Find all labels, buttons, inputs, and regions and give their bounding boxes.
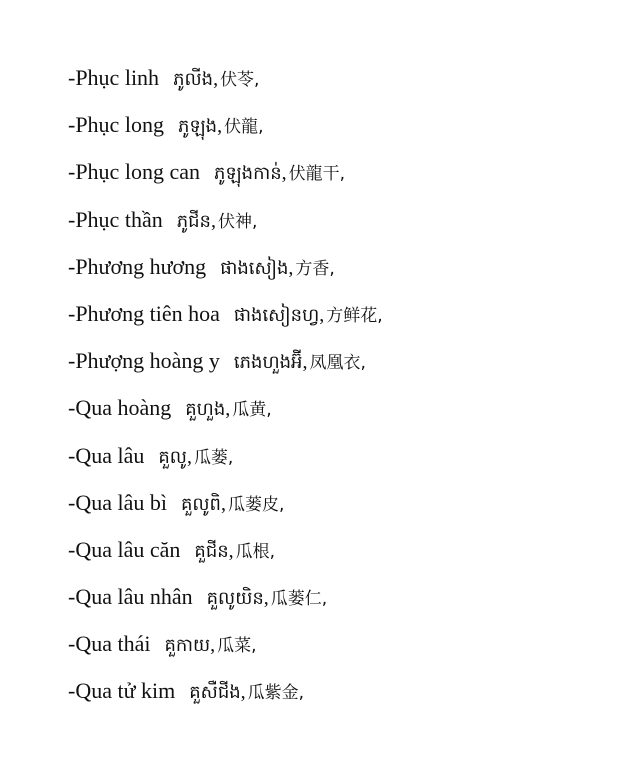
- chinese-term: 瓜黄,: [232, 400, 272, 421]
- list-item: [68, 390, 383, 437]
- list-item: [68, 438, 383, 485]
- chinese-term: 伏神,: [217, 211, 258, 232]
- separator: ,: [217, 115, 223, 138]
- list-item: [68, 626, 383, 673]
- vietnamese-term: -Qua lâu nhân: [68, 584, 193, 610]
- separator: ,: [220, 492, 226, 515]
- khmer-term: គួលូ: [158, 446, 187, 468]
- vietnamese-term: -Qua thái: [68, 631, 151, 657]
- khmer-term: ភូឡុងកាន់: [213, 163, 282, 185]
- separator: ,: [263, 587, 269, 610]
- khmer-term: ភូឡុង: [177, 116, 218, 138]
- separator: ,: [228, 539, 234, 562]
- separator: ,: [210, 634, 216, 657]
- vietnamese-term: -Phục linh: [68, 65, 160, 90]
- khmer-term: គួកាយ: [164, 635, 211, 657]
- khmer-term: ភេងហួងអ៊ី: [233, 352, 303, 374]
- khmer-term: ផាងសៀនហ្វ: [233, 304, 320, 326]
- chinese-term: 方鲜花,: [326, 305, 383, 326]
- separator: ,: [240, 681, 246, 704]
- vietnamese-term: -Qua lâu bì: [68, 489, 167, 515]
- khmer-term: ភូលីង: [173, 69, 214, 90]
- vietnamese-term: -Phục long can: [68, 159, 200, 185]
- khmer-term: គួជីន: [194, 540, 229, 562]
- chinese-term: 瓜蒌,: [193, 447, 234, 468]
- chinese-term: 瓜菜,: [217, 636, 257, 657]
- chinese-term: 方香,: [295, 258, 335, 279]
- separator: ,: [213, 68, 219, 90]
- vietnamese-term: -Phục long: [68, 112, 164, 138]
- list-item: [68, 485, 383, 532]
- vietnamese-term: -Qua lâu căn: [68, 536, 181, 562]
- vietnamese-term: -Phượng hoàng y: [68, 348, 220, 374]
- separator: ,: [225, 398, 231, 421]
- khmer-term: គួហួង: [185, 399, 226, 421]
- separator: ,: [281, 162, 287, 185]
- chinese-term: 伏龍,: [224, 117, 264, 138]
- chinese-term: 瓜根,: [235, 541, 276, 562]
- khmer-term: គួសឺជីង: [189, 682, 241, 704]
- khmer-term: គួលូយិន: [206, 588, 264, 610]
- chinese-term: 瓜蒌皮,: [227, 494, 285, 515]
- separator: ,: [288, 256, 294, 279]
- list-item: [68, 107, 383, 154]
- vietnamese-term: -Qua hoàng: [68, 395, 172, 421]
- term-list: [68, 60, 383, 721]
- list-item: [68, 249, 383, 296]
- separator: ,: [186, 445, 192, 468]
- chinese-term: 凤凰衣,: [309, 353, 366, 374]
- list-item: [68, 296, 383, 343]
- vietnamese-term: -Phương tiên hoa: [68, 300, 220, 326]
- chinese-term: 瓜蒌仁,: [270, 589, 328, 610]
- list-item: [68, 532, 383, 579]
- list-item: [68, 202, 383, 249]
- chinese-term: 瓜紫金,: [247, 683, 305, 704]
- vietnamese-term: -Qua tử kim: [68, 678, 176, 704]
- separator: ,: [319, 303, 325, 326]
- chinese-term: 伏苓,: [220, 70, 260, 90]
- khmer-term: គួលូពិ: [180, 493, 221, 515]
- vietnamese-term: -Phục thần: [68, 206, 163, 232]
- list-item: [68, 343, 383, 390]
- vietnamese-term: -Phương hương: [68, 253, 207, 279]
- list-item: [68, 673, 383, 720]
- list-item: [68, 579, 383, 626]
- list-item: [68, 154, 383, 201]
- chinese-term: 伏龍干,: [288, 164, 346, 185]
- separator: ,: [302, 351, 308, 374]
- khmer-term: ផាងសៀង: [220, 257, 289, 279]
- khmer-term: ភូជីន: [176, 210, 211, 232]
- vietnamese-term: -Qua lâu: [68, 442, 145, 468]
- separator: ,: [210, 209, 216, 232]
- list-item: [68, 60, 383, 107]
